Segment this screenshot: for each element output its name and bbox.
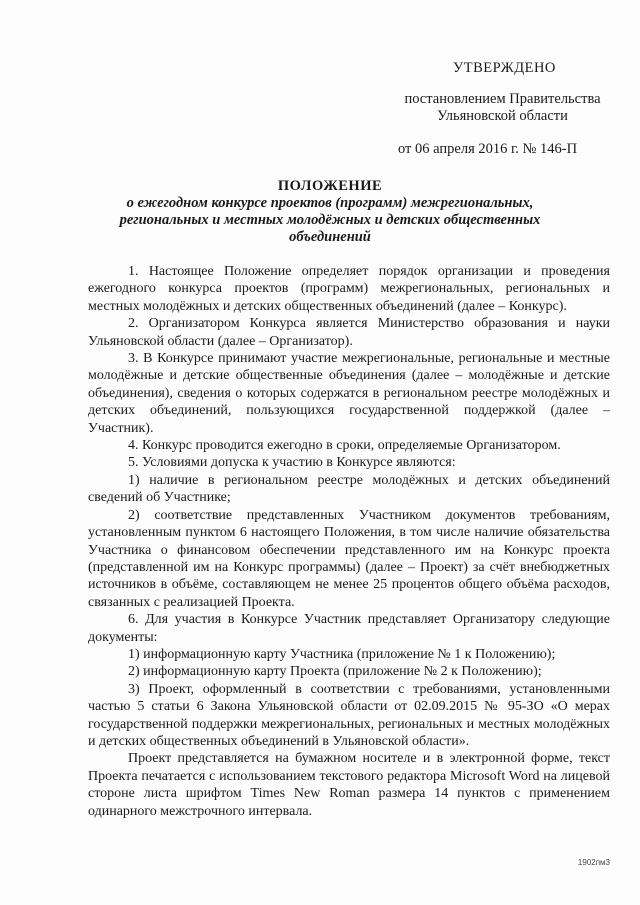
paragraph-1: 1. Настоящее Положение определяет порядок организации и проведения ежегодного конкурса проектов (программ) межрегиональных, региональных и местных молодёжных и детских общественных объединений (далее – Конкурс). <box>88 264 610 314</box>
paragraph-4: 4. Конкурс проводится ежегодно в сроки, определяемые Организатором. <box>128 438 561 454</box>
paragraph-3: 3. В Конкурсе принимают участие межрегиональные, региональные и местные молодёжные и детские общественные объединения (далее – молодёжные и детские объединения), сведения о которых содержатся в региональном реестре молодёжных и детских объединений, пользующихся государственной поддержкой (далее – Участник). <box>88 351 610 436</box>
paragraph-6-item-2: 2) информационную карту Проекта (приложение № 2 к Положению); <box>128 664 542 680</box>
footer-code: 1902пм3 <box>577 858 610 867</box>
document-heading <box>100 178 560 246</box>
paragraph-5: 5. Условиями допуска к участию в Конкурсе являются: <box>128 455 456 471</box>
paragraph-5-item-2: 2) соответствие представленных Участником документов требованиям, установленным пунктом 6 настоящего Положения, в том числе наличие обязательства Участника о финансовом обеспечении представленного им на Конкурс проекта (представленной им на Конкурс программы) (далее – Проект) за счёт внебюджетных источников в объёме, составляющем не менее 25 процентов общего объёма расходов, связанных с реализацией Проекта. <box>88 507 610 610</box>
approval-stamp: УТВЕРЖДЕНО <box>453 60 556 76</box>
paragraph-5-item-1: 1) наличие в региональном реестре молодёжных и детских объединений сведений об Участнике; <box>88 472 610 506</box>
approval-decree: от 06 апреля 2016 г. № 146-П <box>398 141 578 157</box>
paragraph-format: Проект представляется на бумажном носителе и в электронной форме, текст Проекта печатается с использованием текстового редактора Microsoft Word на лицевой стороне листа шрифтом Times New Roman размера 14 пунктов с применением одинарного межстрочного интервала. <box>88 751 610 819</box>
document-body <box>88 263 610 820</box>
approval-line-2: Ульяновской области <box>437 108 568 124</box>
paragraph-6-item-3: 3) Проект, оформленный в соответствии с требованиями, установленными частью 5 статьи 6 Закона Ульяновской области от 02.09.2015 № 95-ЗО «О мерах государственной поддержки межрегиональных, региональных и местных молодёжных и детских общественных объединений в Ульяновской области». <box>88 681 610 749</box>
document-title: ПОЛОЖЕНИЕ <box>277 178 383 194</box>
approval-line-1: постановлением Правительства <box>404 91 601 107</box>
paragraph-6: 6. Для участия в Конкурсе Участник представляет Организатору следующие документы: <box>88 612 610 645</box>
document-subtitle: о ежегодном конкурсе проектов (программ) межрегиональных, региональных и местных молодёжных и детских общественных объединений <box>119 195 541 245</box>
paragraph-6-item-1: 1) информационную карту Участника (приложение № 1 к Положению); <box>128 646 556 662</box>
approval-block <box>395 60 610 158</box>
paragraph-2: 2. Организатором Конкурса является Министерство образования и науки Ульяновской области (далее – Организатор). <box>88 316 610 349</box>
